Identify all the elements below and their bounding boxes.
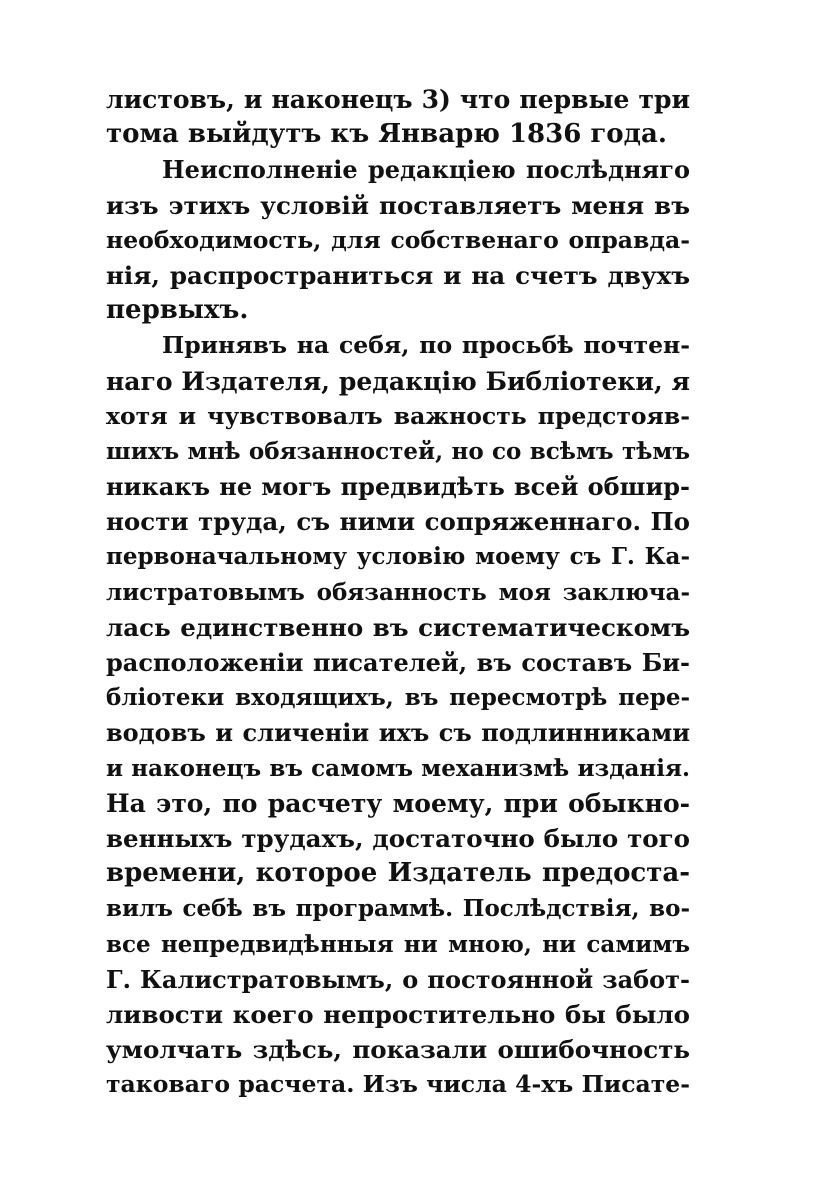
text-line-1: листовъ, и наконецъ 3) что первые три (106, 85, 690, 114)
text-line-28: умолчать здѣсь, показали ошибочность (106, 1035, 690, 1065)
text-line-4: изъ этихъ условій поставляетъ меня въ (106, 190, 690, 220)
text-line-27: ливости коего непростительно бы было (106, 999, 690, 1029)
text-line-14: первоначальному условію моему съ Г. Ка- (106, 543, 690, 571)
text-line-9: наго Издателя, редакцію Библіотеки, я (106, 366, 690, 396)
text-line-2: тома выйдутъ къ Январю 1836 года. (106, 119, 667, 150)
page-text (106, 82, 690, 1102)
text-line-20: и наконецъ въ самомъ механизмѣ изданія. (106, 754, 690, 782)
text-line-11: шихъ мнѣ обязанностей, но со всѣмъ тѣмъ (106, 437, 690, 465)
text-line-21: На это, по расчету моему, при обыкно- (106, 788, 690, 818)
text-line-23: времени, которое Издатель предоста- (106, 858, 690, 889)
text-line-17: расположеніи писателей, въ составъ Би- (106, 648, 690, 677)
text-line-13: ности труда, съ ними сопряженнаго. По (106, 507, 690, 537)
text-line-18: бліотеки входящихъ, въ пересмотрѣ пере- (106, 684, 690, 712)
text-line-15: листратовымъ обязанность моя заключа- (106, 578, 690, 606)
text-line-25: все непредвидѣнныя ни мною, ни самимъ (106, 930, 690, 958)
text-line-6: нія, распространиться и на счетъ двухъ (106, 260, 690, 290)
text-line-5: необходимость, для собственаго оправда- (106, 225, 690, 254)
text-line-22: венныхъ трудахъ, достаточно было того (106, 823, 690, 853)
text-line-12: никакъ не могъ предвидѣть всей обшир- (106, 472, 690, 502)
text-line-8: Принявъ на себя, по просьбѣ почтен- (162, 331, 690, 360)
text-line-3: Неисполненіе редакціею послѣдняго (162, 155, 690, 185)
text-line-16: лась единственно въ систематическомъ (106, 612, 690, 642)
text-line-29: таковаго расчета. Изъ числа 4-хъ Писате- (106, 1070, 690, 1099)
text-line-24: вилъ себѣ въ программѣ. Послѣдствія, во- (106, 895, 690, 923)
text-line-7: первыхъ. (106, 295, 249, 326)
text-line-26: Г. Калистратовымъ, о постоянной забот- (106, 964, 690, 994)
text-line-19: водовъ и сличеніи ихъ съ подлинниками (106, 718, 690, 748)
text-line-10: хотя и чувствовалъ важность предстояв- (106, 401, 690, 430)
